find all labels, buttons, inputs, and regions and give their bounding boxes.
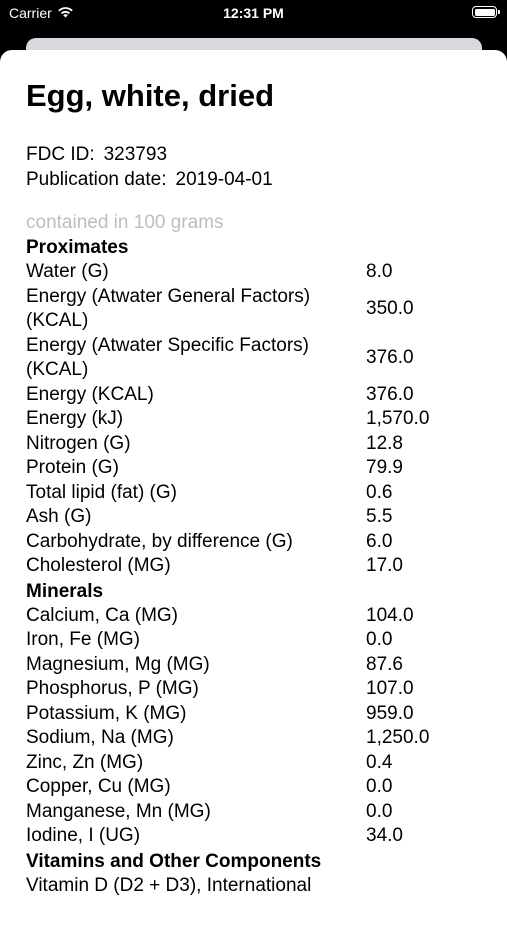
nutrient-list [26,235,486,898]
nutrient-row [26,628,486,653]
nutrient-row [26,407,486,432]
nutrient-row [26,334,486,383]
nutrient-value: 5.5 [366,506,393,527]
nutrient-name: Phosphorus, P (MG) [26,678,199,699]
fdc-id-value: 323793 [103,144,168,165]
nutrient-value: 1,570.0 [366,408,430,429]
nutrient-value: 959.0 [366,702,414,724]
nutrient-value: 12.8 [366,432,403,454]
nutrient-row [26,481,486,506]
nutrient-row [26,726,486,751]
nutrient-name: Energy (Atwater General Factors) (KCAL) [26,285,311,331]
section-header: Minerals [26,580,104,602]
nutrient-row [26,751,486,776]
nutrient-value: 0.6 [366,481,393,503]
nutrient-value: 0.4 [366,751,393,773]
nutrient-row [26,432,486,457]
nutrient-row [26,285,486,334]
nutrient-name: Sodium, Na (MG) [26,727,174,748]
nutrient-row [26,677,486,702]
battery-icon [472,6,497,18]
nutrient-value: 0.0 [366,776,393,797]
food-title: Egg, white, dried [26,78,275,113]
fdc-id-line [26,142,486,167]
nutrient-row [26,456,486,481]
nutrient-row [26,530,486,555]
nutrient-name: Protein (G) [26,457,119,478]
food-meta [26,142,486,192]
nutrient-value: 79.9 [366,457,403,478]
nutrient-value: 34.0 [366,825,403,846]
nutrient-name: Total lipid (fat) (G) [26,481,177,503]
nutrient-name: Cholesterol (MG) [26,555,171,576]
nutrient-name: Vitamin D (D2 + D3), International [26,874,312,896]
nutrient-row [26,383,486,408]
nutrient-value: 0.0 [366,800,393,822]
nutrient-row [26,260,486,285]
nutrient-value: 104.0 [366,604,414,626]
nutrient-row [26,505,486,530]
nutrient-name: Zinc, Zn (MG) [26,751,144,773]
nutrient-value: 1,250.0 [366,727,430,748]
nutrient-name: Nitrogen (G) [26,432,131,454]
nutrient-value: 17.0 [366,555,403,576]
status-bar [0,0,507,34]
nutrient-row [26,554,486,579]
nutrient-row [26,702,486,727]
nutrient-name: Copper, Cu (MG) [26,776,171,797]
status-time: 12:31 PM [223,5,284,21]
nutrient-row [26,604,486,629]
section-header: Proximates [26,237,129,258]
nutrient-name: Potassium, K (MG) [26,702,187,724]
nutrient-name: Iron, Fe (MG) [26,629,141,650]
contained-note: contained in 100 grams [26,212,224,233]
fdc-id-label: FDC ID: [26,144,95,165]
nutrient-value: 8.0 [366,261,393,282]
nutrient-row [26,775,486,800]
nutrient-name: Manganese, Mn (MG) [26,800,211,822]
nutrient-name: Calcium, Ca (MG) [26,604,179,626]
nutrient-name: Carbohydrate, by difference (G) [26,530,293,552]
nutrient-value: 376.0 [366,346,414,368]
nutrient-name: Iodine, I (UG) [26,825,141,846]
nutrient-value: 0.0 [366,629,393,650]
nutrient-row [26,874,486,899]
nutrient-row [26,653,486,678]
nutrient-row [26,824,486,849]
nutrient-value: 350.0 [366,297,414,319]
nutrient-name: Ash (G) [26,506,92,527]
nutrient-name: Energy (KCAL) [26,383,154,405]
nutrient-name: Energy (Atwater Specific Factors) (KCAL) [26,334,309,380]
publication-label: Publication date: [26,169,167,190]
nutrient-value: 107.0 [366,678,414,699]
nutrient-value: 376.0 [366,383,414,405]
carrier-label: Carrier [9,5,52,21]
nutrient-name: Water (G) [26,261,109,282]
nutrient-name: Magnesium, Mg (MG) [26,653,210,675]
publication-date: 2019-04-01 [175,169,273,190]
section-header: Vitamins and Other Components [26,850,322,872]
nutrient-row [26,800,486,825]
detail-sheet[interactable] [0,50,507,930]
sheet-content [26,75,486,898]
nutrient-value: 6.0 [366,530,393,552]
nutrient-name: Energy (kJ) [26,408,124,429]
nutrient-value: 87.6 [366,653,403,675]
publication-line [26,167,486,192]
